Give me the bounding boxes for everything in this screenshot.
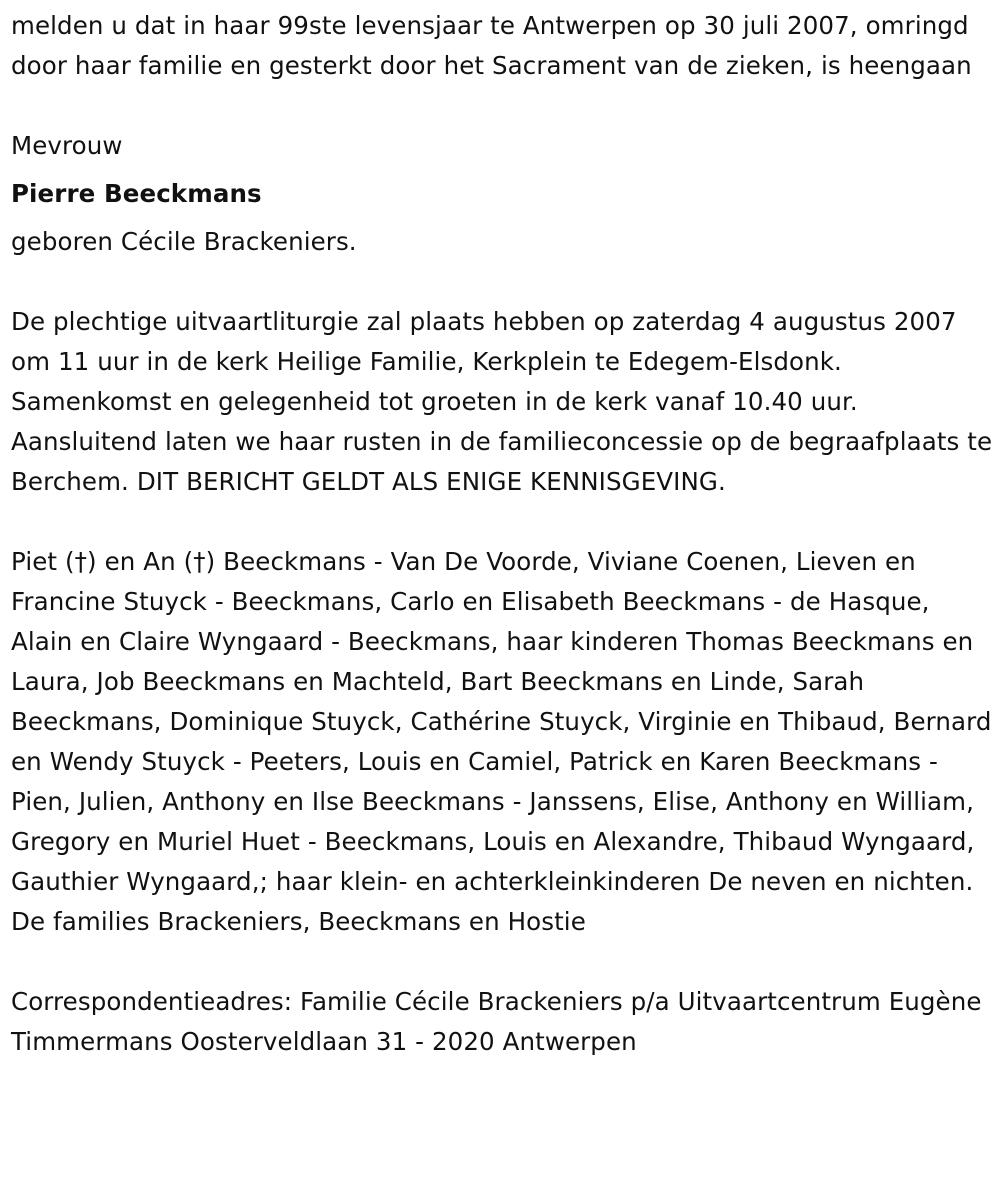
birth-name: geboren Cécile Brackeniers. [11,227,357,256]
correspondence-paragraph: Correspondentieadres: Familie Cécile Brackeniers p/a Uitvaartcentrum Eugène Timmermans Oosterveldlaan 31 - 2020 Antwerpen [11,987,982,1056]
ceremony-paragraph: De plechtige uitvaartliturgie zal plaats hebben op zaterdag 4 augustus 2007 om 11 uur in de kerk Heilige Familie, Kerkplein te Edegem-Elsdonk. Samenkomst en gelegenheid tot groeten in de kerk vanaf 10.40 uur. Aansluitend laten we haar rusten in de familieconcessie op de begraafplaats te Berchem. DIT BERICHT GELDT ALS ENIGE KENNISGEVING. [11,307,993,496]
intro-paragraph: melden u dat in haar 99ste levensjaar te Antwerpen op 30 juli 2007, omringd door haar familie en gesterkt door het Sacrament van de zieken, is heengaan [11,11,972,80]
deceased-name: Pierre Beeckmans [11,179,262,208]
family-paragraph: Piet (†) en An (†) Beeckmans - Van De Voorde, Viviane Coenen, Lieven en Francine Stuyck - Beeckmans, Carlo en Elisabeth Beeckmans - de Hasque, Alain en Claire Wyngaard - Beeckmans, haar kinderen Thomas Beeckmans en Laura, Job Beeckmans en Machteld, Bart Beeckmans en Linde, Sarah Beeckmans, Dominique Stuyck, Cathérine Stuyck, Virginie en Thibaud, Bernard en Wendy Stuyck - Peeters, Louis en Camiel, Patrick en Karen Beeckmans - Pien, Julien, Anthony en Ilse Beeckmans - Janssens, Elise, Anthony en William, Gregory en Muriel Huet - Beeckmans, Louis en Alexandre, Thibaud Wyngaard, Gauthier Wyngaard,; haar klein- en achterkleinkinderen De neven en nichten. De families Brackeniers, Beeckmans en Hostie [11,547,992,936]
salutation: Mevrouw [11,131,123,160]
obituary-notice [11,6,993,1062]
